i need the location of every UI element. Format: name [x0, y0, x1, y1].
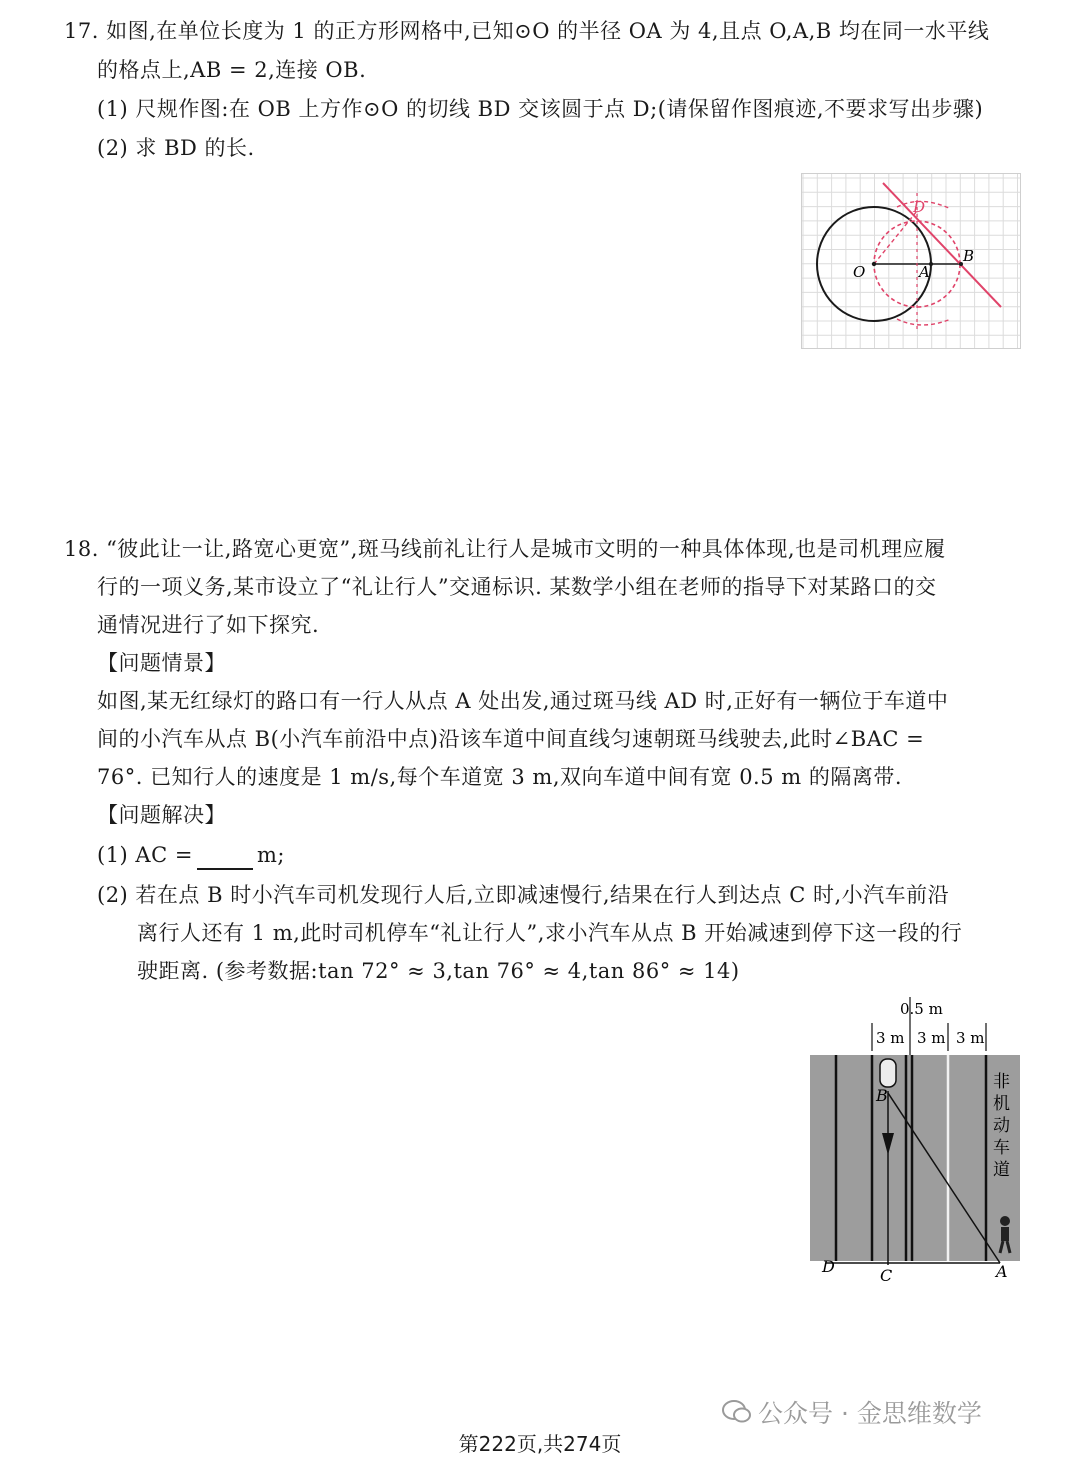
- q18-part2-line-3: 驶距离. (参考数据:tan 72° ≈ 3,tan 76° ≈ 4,tan 86° ≈ 14): [137, 959, 740, 983]
- q18-section-heading-1: 【问题情景】: [97, 651, 226, 675]
- q18-part1-suffix: m;: [256, 843, 285, 867]
- q18-part2-line-1: (2) 若在点 B 时小汽车司机发现行人后,立即减速慢行,结果在行人到达点 C 时,小汽车前沿: [97, 883, 950, 907]
- q17-line-2: 的格点上,AB = 2,连接 OB.: [97, 58, 367, 82]
- road: [810, 1055, 1020, 1261]
- q17-line-3: (1) 尺规作图:在 OB 上方作⊙O 的切线 BD 交该圆于点 D;(请保留作图痕迹,不要求写出步骤): [97, 97, 984, 121]
- q18-line-1: 18. “彼此让一让,路宽心更宽”,斑马线前礼让行人是城市文明的一种具体体现,也是司机理应履: [64, 537, 946, 561]
- q18-line-5: 如图,某无红绿灯的路口有一行人从点 A 处出发,通过斑马线 AD 时,正好有一辆位于车道中: [97, 689, 949, 713]
- q17-figure-svg: [801, 173, 1021, 349]
- q17-line-1: 17. 如图,在单位长度为 1 的正方形网格中,已知⊙O 的半径 OA 为 4,且点 O,A,B 均在同一水平线: [64, 19, 990, 43]
- q17-figure: [801, 173, 1021, 349]
- q18-part1-prefix: (1) AC =: [97, 843, 193, 867]
- q18-figure: [800, 995, 1030, 1287]
- q18-figure-svg: [800, 995, 1030, 1287]
- lane-width-label: 3 m: [876, 1029, 905, 1047]
- page-number: 第222页,共274页: [458, 1432, 622, 1456]
- label-o: O: [853, 263, 866, 281]
- label-b: B: [876, 1086, 888, 1105]
- label-d: D: [913, 198, 926, 216]
- median-width-label: 0.5 m: [900, 1000, 943, 1018]
- q18-part2-line-2: 离行人还有 1 m,此时司机停车“礼让行人”,求小汽车从点 B 开始减速到停下这一段的行: [137, 921, 963, 945]
- side-lane-char: 车: [993, 1138, 1010, 1158]
- label-a: A: [996, 1262, 1008, 1281]
- side-lane-char: 道: [993, 1160, 1010, 1180]
- label-d: D: [822, 1257, 835, 1276]
- q18-line-6: 间的小汽车从点 B(小汽车前沿中点)沿该车道中间直线匀速朝斑马线驶去,此时∠BAC =: [97, 727, 925, 751]
- non-motor-lane-label: [993, 1072, 1010, 1180]
- chat-bubble-icon: [722, 1399, 752, 1431]
- side-lane-char: 机: [993, 1094, 1010, 1114]
- q18-line-2: 行的一项义务,某市设立了“礼让行人”交通标识. 某数学小组在老师的指导下对某路口的交: [97, 575, 937, 599]
- q18-line-3: 通情况进行了如下探究.: [97, 613, 320, 637]
- car-icon: [880, 1059, 896, 1087]
- side-lane-char: 动: [993, 1116, 1010, 1136]
- label-b: B: [963, 247, 975, 265]
- label-a: A: [919, 263, 930, 281]
- lane-width-label: 3 m: [917, 1029, 946, 1047]
- lane-width-label: 3 m: [956, 1029, 985, 1047]
- watermark-text: 公众号 · 金思维数学: [758, 1399, 982, 1428]
- figure-frame: [802, 174, 1021, 349]
- answer-blank[interactable]: [197, 846, 253, 870]
- watermark: [722, 1394, 982, 1431]
- q18-section-heading-2: 【问题解决】: [97, 803, 226, 827]
- side-lane-char: 非: [993, 1072, 1010, 1092]
- q17-line-4: (2) 求 BD 的长.: [97, 136, 255, 160]
- point-o: [872, 262, 876, 266]
- q18-part1: [97, 840, 285, 870]
- label-c: C: [880, 1266, 893, 1285]
- q18-line-7: 76°. 已知行人的速度是 1 m/s,每个车道宽 3 m,双向车道中间有宽 0.5 m 的隔离带.: [97, 765, 903, 789]
